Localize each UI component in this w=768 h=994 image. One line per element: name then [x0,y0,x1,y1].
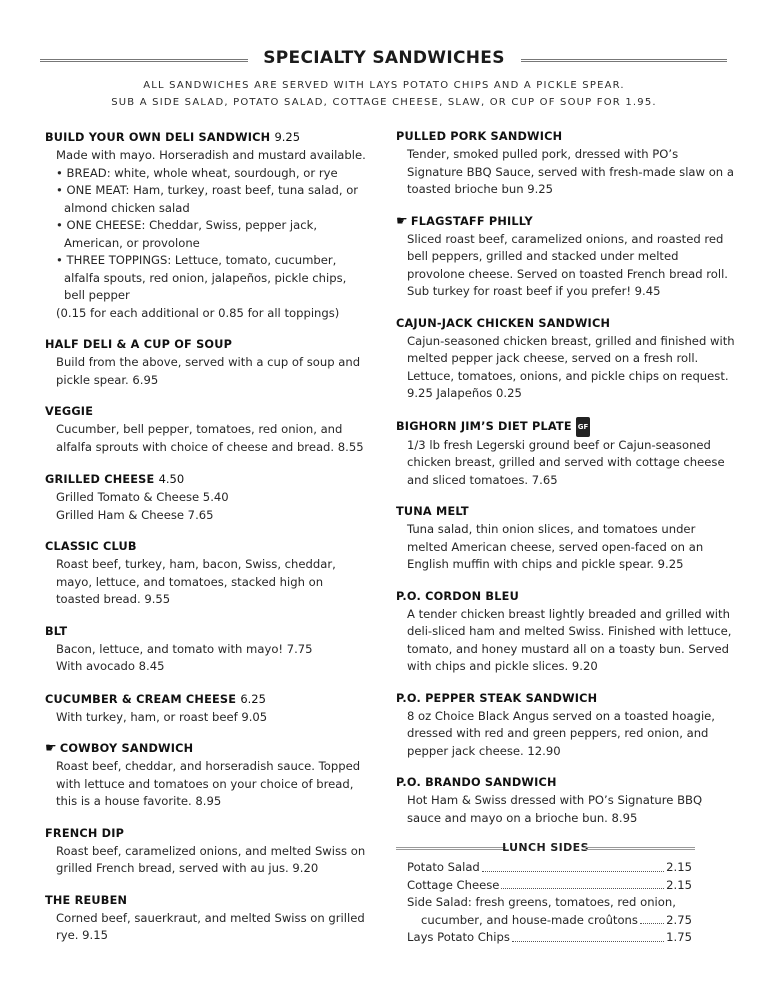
item-name: COWBOY SANDWICH [59,742,194,755]
build-bullet-cheese: • ONE CHEESE: Cheddar, Swiss, pepper jack, American, or provolone [56,218,318,250]
pointing-hand-icon: ☛ [396,213,408,229]
variant-line: Grilled Ham & Cheese 7.65 [56,507,214,522]
item-name: CLASSIC CLUB [45,540,137,553]
item-description [45,489,370,524]
pointing-hand-icon: ☛ [45,741,57,756]
menu-item-veggie [45,403,370,456]
menu-item-grilled-cheese [45,470,370,524]
side-price: 2.15 [666,877,692,892]
item-name: FLAGSTAFF PHILLY [410,214,533,228]
lunch-sides-section [396,841,695,947]
item-name: P.O. PEPPER STEAK SANDWICH [396,691,598,705]
build-bullet-bread: • BREAD: white, whole wheat, sourdough, or rye [56,165,338,180]
item-name: VEGGIE [45,405,94,418]
item-name: THE REUBEN [45,893,128,907]
sides-rule-right [583,847,695,850]
page-title: SPECIALTY SANDWICHES [263,48,505,68]
variant-line: Grilled Tomato & Cheese 5.40 [56,490,229,504]
side-label: Side Salad: fresh greens, tomatoes, red onion, [407,895,676,909]
side-label: cucumber, and house-made croûtons [421,912,638,927]
item-description: 8 oz Choice Black Angus served on a toasted hoagie, dressed with red and green peppers, red onion, and pepper jack cheese. 12.90 [407,708,715,758]
subtitle-line-2: SUB A SIDE SALAD, POTATO SALAD, COTTAGE CHEESE, SLAW, OR CUP OF SOUP FOR 1.95. [111,97,657,108]
side-label: Potato Salad [407,860,480,874]
left-column [45,128,370,959]
menu-item-reuben [45,892,370,945]
menu-item-half-deli [45,336,370,389]
build-intro: Made with mayo. Horseradish and mustard available. [56,148,366,162]
build-bullet-toppings: • THREE TOPPINGS: Lettuce, tomato, cucumber, alfalfa spouts, red onion, jalapeños, pickle chips, bell pepper [56,253,347,302]
item-description: Cucumber, bell pepper, tomatoes, red onion, and alfalfa sprouts with choice of cheese and bread. 8.55 [56,422,364,454]
item-name: HALF DELI & A CUP OF SOUP [45,338,233,351]
side-row-cottage-cheese [396,877,692,895]
variant-line: With avocado 8.45 [56,659,165,673]
leader-dots [512,929,664,942]
item-description: Roast beef, cheddar, and horseradish sauce. Topped with lettuce and tomatoes on your choice of bread, this is a house favorite. 8.95 [56,759,361,808]
item-description: Cajun-seasoned chicken breast, grilled and finished with melted pepper jack cheese, served on a fresh roll. Lettuce, tomatoes, onions, and pickle chips on request. 9.25 Jalapeños 0.25 [407,333,735,400]
leader-dots [482,859,664,872]
side-row-lays-chips [396,929,692,947]
item-description: 1/3 lb fresh Legerski ground beef or Cajun-seasoned chicken breast, grilled and served with cottage cheese and sliced tomatoes. 7.65 [407,437,725,487]
item-price: 4.50 [158,472,185,486]
menu-item-cucumber-cream-cheese [45,690,370,727]
leader-dots [640,912,664,925]
menu-item-blt [45,623,370,676]
item-name: BIGHORN JIM’S DIET PLATE [396,419,572,433]
side-label: Cottage Cheese [407,877,500,892]
side-row-potato-salad [396,859,692,877]
side-row-side-salad-line-1 [396,894,692,912]
item-name: CAJUN-JACK CHICKEN SANDWICH [396,316,611,330]
item-price: 6.25 [240,691,266,706]
item-description: Roast beef, turkey, ham, bacon, Swiss, cheddar, mayo, lettuce, and tomatoes, stacked high on toasted bread. 9.55 [56,557,336,606]
item-name: TUNA MELT [396,505,469,518]
item-name: P.O. BRANDO SANDWICH [396,776,557,789]
menu-item-cordon-bleu [396,588,736,676]
menu-item-pulled-pork [396,128,736,199]
item-description: Corned beef, sauerkraut, and melted Swiss on grilled rye. 9.15 [56,910,365,942]
menu-item-french-dip [45,825,370,878]
item-description: Roast beef, caramelized onions, and melted Swiss on grilled French bread, served with au jus. 9.20 [56,843,366,875]
menu-item-tuna-melt [396,503,736,574]
item-name: BLT [45,624,68,638]
item-price: 9.25 [274,130,301,144]
leader-dots [501,877,664,890]
header-rule-right [521,59,727,62]
menu-item-pepper-steak [396,690,736,761]
item-description: Tuna salad, thin onion slices, and tomatoes under melted American cheese, served open-faced on an English muffin with chips and pickle spear. 9.25 [407,522,704,571]
item-description [45,641,370,676]
item-description: Tender, smoked pulled pork, dressed with PO’s Signature BBQ Sauce, served with fresh-made slaw on a toasted brioche bun 9.25 [407,147,734,196]
menu-item-cajun-jack [396,315,736,403]
item-name: BUILD YOUR OWN DELI SANDWICH [45,131,271,144]
side-price: 2.75 [666,912,692,927]
build-note: (0.15 for each additional or 0.85 for all toppings) [56,305,340,320]
menu-item-classic-club [45,538,370,609]
menu-item-bighorn-diet-plate [396,417,736,490]
item-name: CUCUMBER & CREAM CHEESE [45,692,237,706]
variant-line: Bacon, lettuce, and tomato with mayo! 7.75 [56,641,313,656]
item-description: Build from the above, served with a cup of soup and pickle spear. 6.95 [56,355,361,387]
item-description: A tender chicken breast lightly breaded and grilled with deli-sliced ham and melted Swiss. Finished with lettuce, tomato, and honey mustard all on a toasty bun. Served with chips and pickle slices. 9.20 [407,606,732,673]
item-description: Sliced roast beef, caramelized onions, and roasted red bell peppers, grilled and stacked under melted provolone cheese. Served on toasted French bread roll. Sub turkey for roast beef if you prefer! 9.45 [407,231,728,298]
right-column [396,128,736,947]
side-price: 2.15 [666,860,692,874]
side-price: 1.75 [666,930,692,944]
item-name: FRENCH DIP [45,826,125,840]
lunch-sides-heading [396,841,695,857]
side-label: Lays Potato Chips [407,930,510,944]
menu-item-cowboy [45,740,370,811]
item-description [45,147,370,322]
build-bullet-meat: • ONE MEAT: Ham, turkey, roast beef, tuna salad, or almond chicken salad [56,183,359,215]
menu-item-brando [396,774,736,827]
side-row-side-salad [396,912,692,930]
item-name: P.O. CORDON BLEU [396,589,519,603]
menu-item-build-your-own [45,128,370,322]
subtitle-line-1: ALL SANDWICHES ARE SERVED WITH LAYS POTATO CHIPS AND A PICKLE SPEAR. [143,80,625,91]
gluten-free-badge: GF [576,417,591,437]
item-description: Hot Ham & Swiss dressed with PO’s Signature BBQ sauce and mayo on a brioche bun. 8.95 [407,793,703,825]
item-name: PULLED PORK SANDWICH [396,130,563,143]
lunch-sides-title: LUNCH SIDES [502,841,589,854]
menu-item-flagstaff-philly [396,213,736,301]
item-description: With turkey, ham, or roast beef 9.05 [56,709,268,724]
menu-header [0,46,768,76]
item-name: GRILLED CHEESE [45,473,155,486]
